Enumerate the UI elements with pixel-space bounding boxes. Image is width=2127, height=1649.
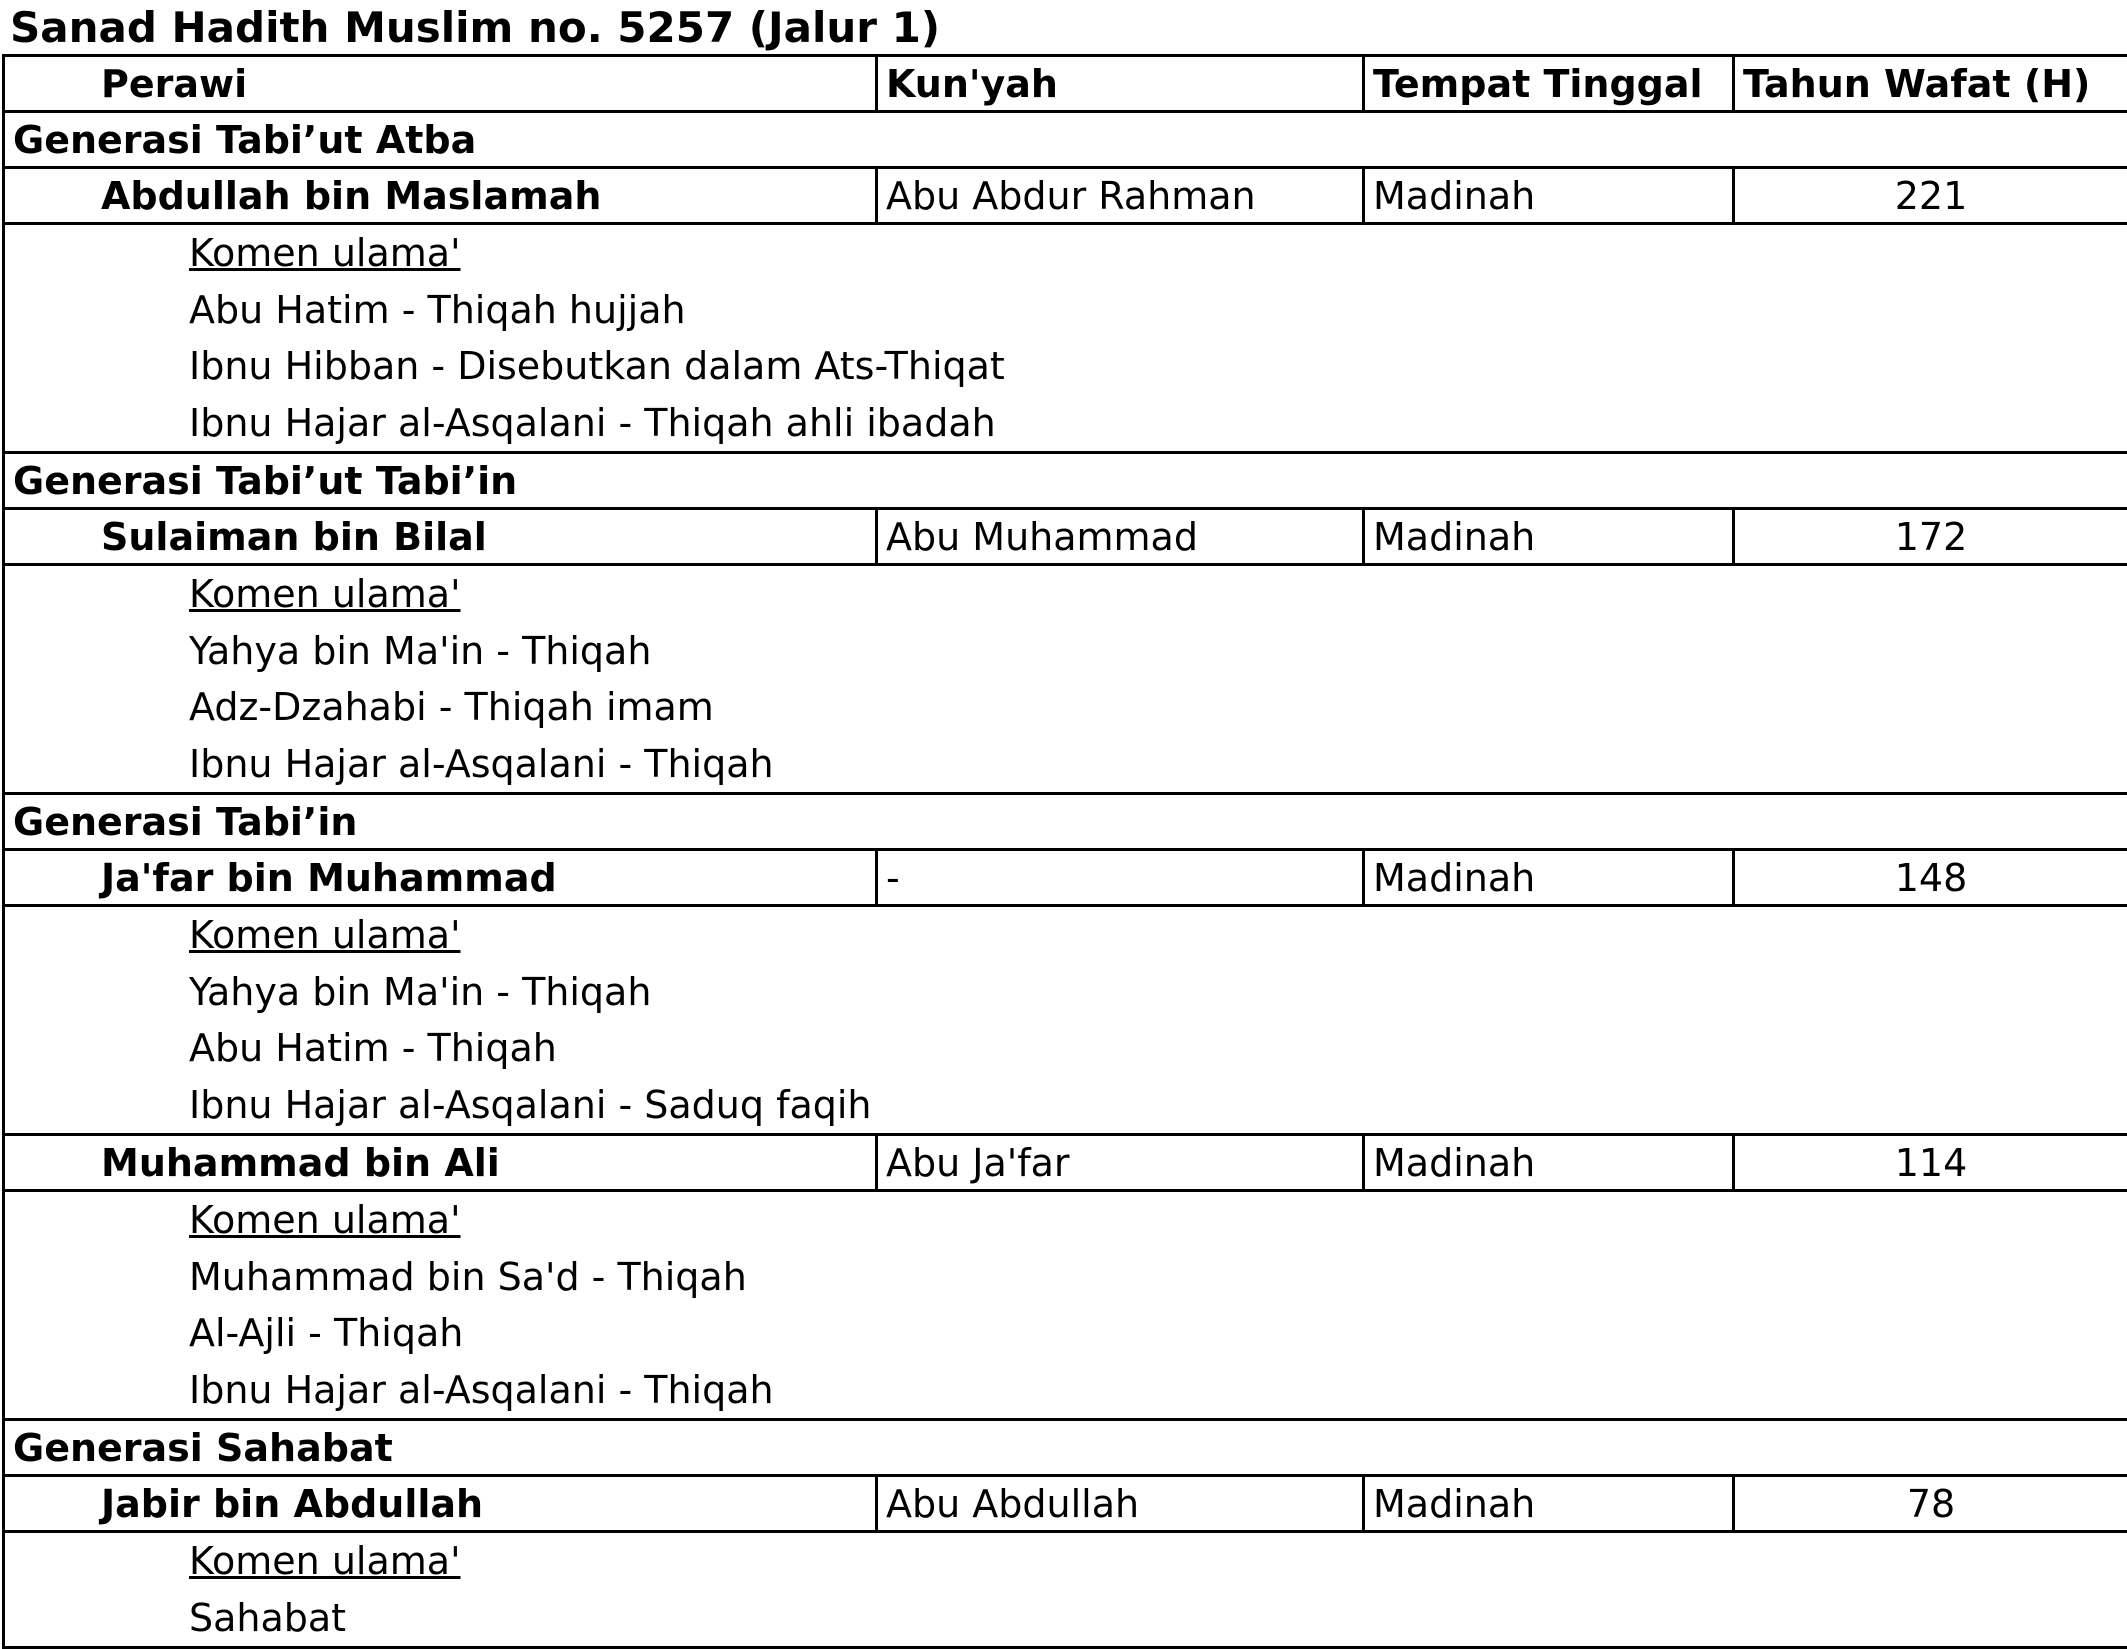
generation-label[interactable]: Generasi Tabi’in [4,794,2127,850]
comment-heading: Komen ulama' [5,1192,2127,1249]
comment-line: Ibnu Hibban - Disebutkan dalam Ats-Thiqat [5,338,2127,395]
narrator-name[interactable]: Sulaiman bin Bilal [4,509,877,565]
header-kunyah[interactable]: Kun'yah [877,56,1364,112]
narrator-row [4,850,2127,906]
comment-block-row [4,906,2127,1135]
narrator-tahun-wafat[interactable]: 114 [1734,1135,2127,1191]
comment-block[interactable] [4,906,2127,1135]
generation-label[interactable]: Generasi Tabi’ut Atba [4,112,2127,168]
comment-block[interactable] [4,1191,2127,1420]
sheet-title: Sanad Hadith Muslim no. 5257 (Jalur 1) [10,0,940,54]
comment-line: Adz-Dzahabi - Thiqah imam [5,679,2127,736]
comment-block-row [4,1191,2127,1420]
narrator-row [4,168,2127,224]
generation-row [4,453,2127,509]
narrator-tempat-tinggal[interactable]: Madinah [1364,1476,1734,1532]
comment-line: Ibnu Hajar al-Asqalani - Thiqah ahli ibadah [5,395,2127,452]
narrator-tahun-wafat[interactable]: 172 [1734,509,2127,565]
generation-row [4,794,2127,850]
comment-line: Al-Ajli - Thiqah [5,1305,2127,1362]
header-tempat-tinggal[interactable]: Tempat Tinggal [1364,56,1734,112]
narrator-kunyah[interactable]: Abu Muhammad [877,509,1364,565]
narrator-tahun-wafat[interactable]: 221 [1734,168,2127,224]
narrator-tempat-tinggal[interactable]: Madinah [1364,1135,1734,1191]
comment-line: Ibnu Hajar al-Asqalani - Thiqah [5,736,2127,793]
narrator-kunyah[interactable]: Abu Abdullah [877,1476,1364,1532]
comment-heading: Komen ulama' [5,1533,2127,1590]
comment-line: Ibnu Hajar al-Asqalani - Thiqah [5,1362,2127,1419]
comment-block[interactable] [4,565,2127,794]
comment-heading: Komen ulama' [5,566,2127,623]
generation-label[interactable]: Generasi Sahabat [4,1420,2127,1476]
comment-block[interactable] [4,224,2127,453]
comment-line: Abu Hatim - Thiqah hujjah [5,282,2127,339]
comment-heading: Komen ulama' [5,225,2127,282]
narrator-name[interactable]: Muhammad bin Ali [4,1135,877,1191]
comment-line: Muhammad bin Sa'd - Thiqah [5,1249,2127,1306]
comment-heading: Komen ulama' [5,907,2127,964]
narrator-name[interactable]: Jabir bin Abdullah [4,1476,877,1532]
generation-row [4,112,2127,168]
narrator-tempat-tinggal[interactable]: Madinah [1364,168,1734,224]
comment-line: Sahabat [5,1590,2127,1647]
sanad-table [2,54,2127,1649]
narrator-tempat-tinggal[interactable]: Madinah [1364,509,1734,565]
comment-block-row [4,224,2127,453]
generation-label[interactable]: Generasi Tabi’ut Tabi’in [4,453,2127,509]
comment-block-row [4,565,2127,794]
comment-block-row [4,1532,2127,1648]
narrator-tahun-wafat[interactable]: 148 [1734,850,2127,906]
header-tahun-wafat[interactable]: Tahun Wafat (H) [1734,56,2127,112]
narrator-tahun-wafat[interactable]: 78 [1734,1476,2127,1532]
comment-line: Yahya bin Ma'in - Thiqah [5,964,2127,1021]
generation-row [4,1420,2127,1476]
narrator-kunyah[interactable]: - [877,850,1364,906]
narrator-name[interactable]: Abdullah bin Maslamah [4,168,877,224]
narrator-name[interactable]: Ja'far bin Muhammad [4,850,877,906]
comment-block[interactable] [4,1532,2127,1648]
narrator-tempat-tinggal[interactable]: Madinah [1364,850,1734,906]
comment-line: Ibnu Hajar al-Asqalani - Saduq faqih [5,1077,2127,1134]
narrator-row [4,1135,2127,1191]
narrator-kunyah[interactable]: Abu Abdur Rahman [877,168,1364,224]
narrator-row [4,1476,2127,1532]
header-perawi[interactable]: Perawi [4,56,877,112]
narrator-kunyah[interactable]: Abu Ja'far [877,1135,1364,1191]
narrator-row [4,509,2127,565]
comment-line: Abu Hatim - Thiqah [5,1020,2127,1077]
header-row [4,56,2127,112]
comment-line: Yahya bin Ma'in - Thiqah [5,623,2127,680]
